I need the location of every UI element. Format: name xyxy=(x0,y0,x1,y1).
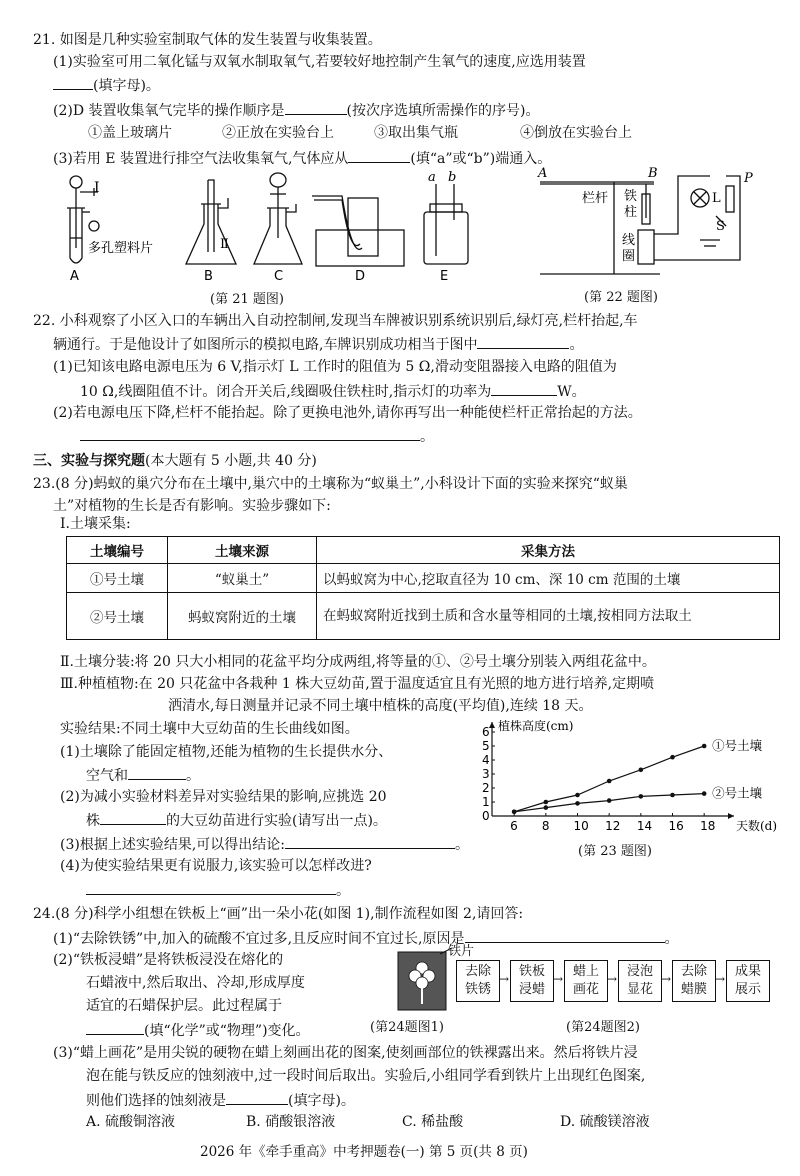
label-A: A xyxy=(70,269,79,284)
x-tick-label: 16 xyxy=(668,819,684,833)
q21-stem: 21. 如图是几种实验室制取气体的发生装置与收集装置。 xyxy=(33,32,382,48)
q23-result: 实验结果:不同土壤中大豆幼苗的生长曲线如图。 xyxy=(60,721,359,737)
section3-heading: 三、实验与探究题(本大题有 5 小题,共 40 分) xyxy=(33,453,317,469)
q21-part1-end: (填字母)。 xyxy=(53,75,160,95)
growth-chart xyxy=(470,720,790,838)
y-tick-label: 2 xyxy=(482,781,490,795)
label-E: E xyxy=(440,269,449,284)
q24-part2-c: 适宜的石蜡保护层。此过程属于 xyxy=(86,998,282,1014)
label-switch-S: S xyxy=(716,219,725,234)
label-coil-1: 线 xyxy=(622,233,636,248)
q24-choice-d: D. 硫酸镁溶液 xyxy=(560,1114,650,1130)
fig24-label-iron-sheet: 铁片 xyxy=(448,944,475,959)
q22-part1-b: 10 Ω,线圈阻值不计。闭合开关后,线圈吸住铁柱时,指示灯的功率为 W。 xyxy=(80,381,586,401)
label-lamp-L: L xyxy=(712,191,721,206)
q24-stem: 24.(8 分)科学小组想在铁板上“画”出一朵小花(如图 1),制作流程如图 2,请回答: xyxy=(33,906,524,922)
q24-part3-a: (3)“蜡上画花”是用尖锐的硬物在蜡上刻画出花的图案,使刻画部位的铁裸露出来。然后将铁片浸 xyxy=(53,1045,638,1061)
q24-part3-b: 泡在能与铁反应的蚀刻液中,过一段时间后取出。实验后,小组同学看到铁片上出现红色图案, xyxy=(86,1068,646,1084)
table-cell: 在蚂蚁窝附近找到土质和含水量等相同的土壤,按相同方法取土 xyxy=(317,593,780,640)
label-iron-2: 柱 xyxy=(624,205,638,220)
q23-part1: (1)土壤除了能固定植物,还能为植物的生长提供水分、 xyxy=(60,744,393,760)
q21-opt2: ②正放在实验台上 xyxy=(222,125,334,141)
q21-opt1: ①盖上玻璃片 xyxy=(88,125,172,141)
x-tick-label: 10 xyxy=(573,819,589,833)
q22-stem-1: 22. 小科观察了小区入口的车辆出入自动控制闸,发现当车牌被识别系统识别后,绿灯亮,栏杆抬起,车 xyxy=(33,313,638,329)
fig24-1-iron-flower xyxy=(396,946,452,1012)
x-axis-label: 天数(d) xyxy=(736,819,778,833)
q24-part3-c: 则他们选择的蚀刻液是 (填字母)。 xyxy=(86,1090,355,1110)
x-axis-arrow xyxy=(728,813,734,819)
label-a: a xyxy=(428,170,436,185)
table-row xyxy=(67,564,780,593)
data-point xyxy=(702,791,707,796)
th-soil-source: 土壤来源 xyxy=(168,537,317,564)
x-tick-label: 6 xyxy=(510,819,518,833)
label-I: I xyxy=(94,180,100,196)
q22-part2-blank: 。 xyxy=(80,426,434,446)
table-cell: ①号土壤 xyxy=(67,564,168,593)
q24-part2-d: (填“化学”或“物理”)变化。 xyxy=(86,1020,310,1040)
fig24-2-caption: (第24题图2) xyxy=(566,1020,640,1035)
soil-table xyxy=(66,536,780,640)
label-C: C xyxy=(274,269,284,284)
x-tick-label: 18 xyxy=(700,819,716,833)
data-point xyxy=(607,798,612,803)
flow-arrow: → xyxy=(607,972,618,986)
y-tick-label: 0 xyxy=(482,809,490,823)
label-lever: 栏杆 xyxy=(582,191,609,206)
q22-part2: (2)若电源电压下降,栏杆不能抬起。除了更换电池外,请你再写出一种能使栏杆正常抬起的方法。 xyxy=(53,405,642,421)
th-method: 采集方法 xyxy=(317,537,780,564)
table-cell: ②号土壤 xyxy=(67,593,168,640)
fig22-circuit xyxy=(530,164,760,280)
data-point xyxy=(575,793,580,798)
label-D: D xyxy=(355,269,366,284)
label-II: Ⅱ xyxy=(220,237,229,252)
flow-arrow: → xyxy=(553,972,564,986)
series-label: ②号土壤 xyxy=(712,785,763,801)
data-point xyxy=(512,810,517,815)
label-porous-plate: 多孔塑料片 xyxy=(88,241,154,256)
data-point xyxy=(607,779,612,784)
flow-step: 去除 铁锈 xyxy=(456,960,500,1002)
q24-part2-b: 石蜡液中,然后取出、冷却,形成厚度 xyxy=(86,975,305,991)
flow-step: 蜡上 画花 xyxy=(564,960,608,1002)
q23-step1: Ⅰ.土壤采集: xyxy=(60,516,131,532)
q23-part1-b: 空气和 。 xyxy=(86,765,200,785)
fig23-caption: (第 23 题图) xyxy=(578,844,652,859)
x-tick-label: 8 xyxy=(541,819,550,833)
data-point xyxy=(544,800,549,805)
fig22-caption: (第 22 题图) xyxy=(584,290,658,305)
y-tick-label: 5 xyxy=(482,739,490,753)
fig21-caption: (第 21 题图) xyxy=(210,292,284,307)
label-b: b xyxy=(448,170,457,185)
y-tick-label: 1 xyxy=(482,795,490,809)
series-label: ①号土壤 xyxy=(712,738,763,753)
q24-part2-a: (2)“铁板浸蜡”是将铁板浸没在熔化的 xyxy=(53,952,284,968)
table-cell: 以蚂蚁窝为中心,挖取直径为 10 cm、深 10 cm 范围的土壤 xyxy=(317,564,780,593)
label-coil-2: 圈 xyxy=(622,249,636,264)
label-lever-B: B xyxy=(648,166,658,181)
q24-choice-b: B. 硝酸银溶液 xyxy=(246,1114,336,1130)
label-lever-A: A xyxy=(538,166,548,181)
data-point xyxy=(670,793,675,798)
q23-part2: (2)为减小实验材料差异对实验结果的影响,应挑选 20 xyxy=(60,789,387,805)
data-point xyxy=(544,805,549,810)
q23-part3: (3)根据上述实验结果,可以得出结论: 。 xyxy=(60,834,469,854)
q23-step2: Ⅱ.土壤分装:将 20 只大小相同的花盆平均分成两组,将等量的①、②号土壤分别装入两组花盆中。 xyxy=(60,654,656,670)
q23-part2-b: 株 的大豆幼苗进行实验(请写出一点)。 xyxy=(86,810,387,830)
x-tick-label: 14 xyxy=(636,819,653,833)
q21-opt4: ④倒放在实验台上 xyxy=(520,125,632,141)
fig21-apparatus xyxy=(52,168,472,286)
q23-stem-2: 土”对植物的生长是否有影响。实验步骤如下: xyxy=(53,498,331,514)
table-cell: “蚁巢土” xyxy=(168,564,317,593)
page-footer: 2026 年《牵手重高》中考押题卷(一) 第 5 页(共 8 页) xyxy=(200,1144,528,1160)
y-tick-label: 3 xyxy=(482,767,490,781)
data-point xyxy=(639,768,644,773)
q21-part3: (3)若用 E 装置进行排空气法收集氧气,气体应从 (填“a”或“b”)端通入。 xyxy=(53,148,551,168)
data-point xyxy=(639,794,644,799)
y-tick-label: 4 xyxy=(482,753,490,767)
x-tick-label: 12 xyxy=(605,819,621,833)
th-soil-id: 土壤编号 xyxy=(67,537,168,564)
q23-part4: (4)为使实验结果更有说服力,该实验可以怎样改进? xyxy=(60,858,372,874)
q23-step3-a: Ⅲ.种植植物:在 20 只花盆中各栽种 1 株大豆幼苗,置于温度适宜且有光照的地方进行培养,定期喷 xyxy=(60,676,655,692)
q23-stem-1: 23.(8 分)蚂蚁的巢穴分布在土壤中,巢穴中的土壤称为“蚁巢土”,小科设计下面的实验来探究“蚁巢 xyxy=(33,476,628,492)
q24-part1: (1)“去除铁锈”中,加入的硫酸不宜过多,且反应时间不宜过长,原因是 。 xyxy=(53,928,679,948)
q24-choice-a: A. 硫酸铜溶液 xyxy=(86,1114,176,1130)
q22-part1: (1)已知该电路电源电压为 6 V,指示灯 L 工作时的阻值为 5 Ω,滑动变阻器接入电路的阻值为 xyxy=(53,359,617,375)
flow-arrow: → xyxy=(715,972,726,986)
q21-part1: (1)实验室可用二氧化锰与双氧水制取氧气,若要较好地控制产生氧气的速度,应选用装置 xyxy=(53,54,586,70)
table-cell: 蚂蚁窝附近的土壤 xyxy=(168,593,317,640)
y-tick-label: 6 xyxy=(482,725,490,739)
flow-arrow: → xyxy=(499,972,510,986)
table-row xyxy=(67,593,780,640)
q23-part4-blank: 。 xyxy=(86,880,350,900)
data-point xyxy=(702,744,707,749)
q24-choice-c: C. 稀盐酸 xyxy=(402,1114,464,1130)
label-slider-P: P xyxy=(744,171,753,186)
data-point xyxy=(670,755,675,760)
flow-arrow: → xyxy=(661,972,672,986)
flow-step: 成果 展示 xyxy=(726,960,770,1002)
y-axis-arrow xyxy=(489,722,495,728)
flow-step: 浸泡 显花 xyxy=(618,960,662,1002)
label-B: B xyxy=(204,269,213,284)
q21-opt3: ③取出集气瓶 xyxy=(374,125,458,141)
fig24-1-caption: (第24题图1) xyxy=(370,1020,444,1035)
flow-step: 去除 蜡膜 xyxy=(672,960,716,1002)
flow-step: 铁板 浸蜡 xyxy=(510,960,554,1002)
label-iron-1: 铁 xyxy=(624,189,638,204)
data-point xyxy=(575,801,580,806)
y-axis-label: 植株高度(cm) xyxy=(498,720,574,733)
q21-part2: (2)D 装置收集氧气完毕的操作顺序是 (按次序选填所需操作的序号)。 xyxy=(53,100,539,120)
q23-step3-b: 洒清水,每日测量并记录不同土壤中植株的高度(平均值),连续 18 天。 xyxy=(168,698,593,714)
q22-stem-2: 辆通行。于是他设计了如图所示的模拟电路,车牌识别成功相当于图中 。 xyxy=(53,334,583,354)
table-header-row xyxy=(67,537,780,564)
